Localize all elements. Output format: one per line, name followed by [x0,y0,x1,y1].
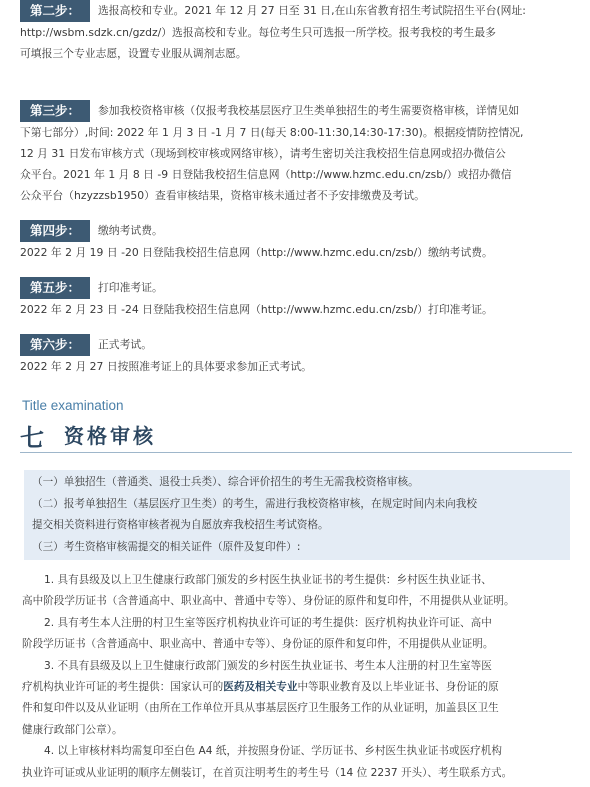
notice-line: （三）考生资格审核需提交的相关证件（原件及复印件）: [32,540,301,553]
step-text-line: 2022 年 2 月 19 日 -20 日登陆我校招生信息网（http://www.hzmc.edu.cn/zsb/）缴纳考试费。 [20,246,493,259]
notice-line: 提交相关资料进行资格审核者视为自愿放弃我校招生考试资格。 [32,519,329,531]
list-item-line: 件和复印件以及从业证明（由所在工作单位开具从事基层医疗卫生服务工作的从业证明，加盖县区卫生 [22,702,499,715]
section-number: 七 [20,423,44,452]
step-text-line: 缴纳考试费。 [98,224,163,237]
step-tag: 第四步： [20,220,90,242]
step-tag: 第五步： [20,277,90,299]
list-item-line: 4. 以上审核材料均需复印至白色 A4 纸，并按照身份证、学历证书、乡村医生执业证书或医疗机构 [44,745,502,758]
list-item-line: 健康行政部门公章）。 [22,723,123,736]
list-item-line: 1. 具有县级及以上卫生健康行政部门颁发的乡村医生执业证书的考生提供：乡村医生执业证书、 [44,574,492,586]
step-tag: 第二步： [20,0,90,22]
step-text-line: 打印准考证。 [98,281,163,294]
notice-line: （一）单独招生（普通类、退役士兵类）、综合评价招生的考生无需我校资格审核。 [32,476,419,488]
section-title: 资格审核 [64,424,156,448]
step-text-line: 下第七部分）,时间: 2022 年 1 月 3 日 -1 月 7 日(每天 8:00-11:30,14:30-17:30)。根据疫情防控情况, [20,126,524,139]
list-item-text: 疗机构执业许可证的考生提供：国家认可的 [22,681,224,694]
step-text-line: 众平台。2021 年 1 月 8 日 -9 日登陆我校招生信息网（http://www.hzmc.edu.cn/zsb/）或招办微信 [20,168,512,181]
list-item-text: 中等职业教育及以上毕业证书、身份证的原 [297,681,499,694]
step-text-line: 参加我校资格审核（仅报考我校基层医疗卫生类单独招生的考生需要资格审核，详情见如 [98,104,520,117]
step-text-line: http://wsbm.sdzk.cn/gzdz/）选报高校和专业。每位考生只可选报一所学校。报考我校的考生最多 [20,26,496,39]
section-english-title: Title examination [22,398,124,413]
highlighted-text: 医药及相关专业 [223,681,298,694]
list-item-line: 2. 具有考生本人注册的村卫生室等医疗机构执业许可证的考生提供：医疗机构执业许可证、高中 [44,616,492,629]
list-item-line: 3. 不具有县级及以上卫生健康行政部门颁发的乡村医生执业证书、考生本人注册的村卫生室等医 [44,659,492,672]
step-4 [20,220,572,263]
list-item-line: 阶段学历证书（含普通高中、职业高中、普通中专等）、身份证的原件和复印件，不用提供从业证明。 [22,638,494,651]
step-6 [20,334,572,377]
step-text-line: 12 月 31 日发布审核方式（现场到校审核或网络审核），请考生密切关注我校招生信息网或招办微信公 [20,147,506,160]
step-text-line: 2022 年 2 月 23 日 -24 日登陆我校招生信息网（http://www.hzmc.edu.cn/zsb/）打印准考证。 [20,303,493,316]
list-item-line [22,677,574,698]
step-5 [20,277,572,320]
step-tag: 第六步： [20,334,90,356]
step-text-line: 选报高校和专业。2021 年 12 月 27 日至 31 日,在山东省教育招生考试院招生平台(网址: [98,4,526,17]
notice-line: （二）报考单独招生（基层医疗卫生类）的考生，需进行我校资格审核，在规定时间内未向我校 [32,497,477,510]
list-item-line: 执业许可证或从业证明的顺序左侧装订，在首页注明考生的考生号（14 位 2237 开头）、考生联系方式。 [22,766,513,779]
step-text-line: 正式考试。 [98,338,152,351]
notice-box [24,470,570,560]
step-tag: 第三步： [20,100,90,122]
section-heading [20,418,580,450]
step-3 [20,100,572,206]
list-item-line: 高中阶段学历证书（含普通高中、职业高中、普通中专等）、身份证的原件和复印件，不用提供从业证明。 [22,595,515,608]
requirements-list [22,570,574,784]
section-divider [20,452,572,453]
step-text-line: 可填报三个专业志愿，设置专业服从调剂志愿。 [20,47,247,60]
step-text-line: 2022 年 2 月 27 日按照准考证上的具体要求参加正式考试。 [20,360,312,373]
step-2 [20,0,572,64]
step-text-line: 公众平台（hzyzzsb1950）查看审核结果，资格审核未通过者不予安排缴费及考试。 [20,189,425,202]
